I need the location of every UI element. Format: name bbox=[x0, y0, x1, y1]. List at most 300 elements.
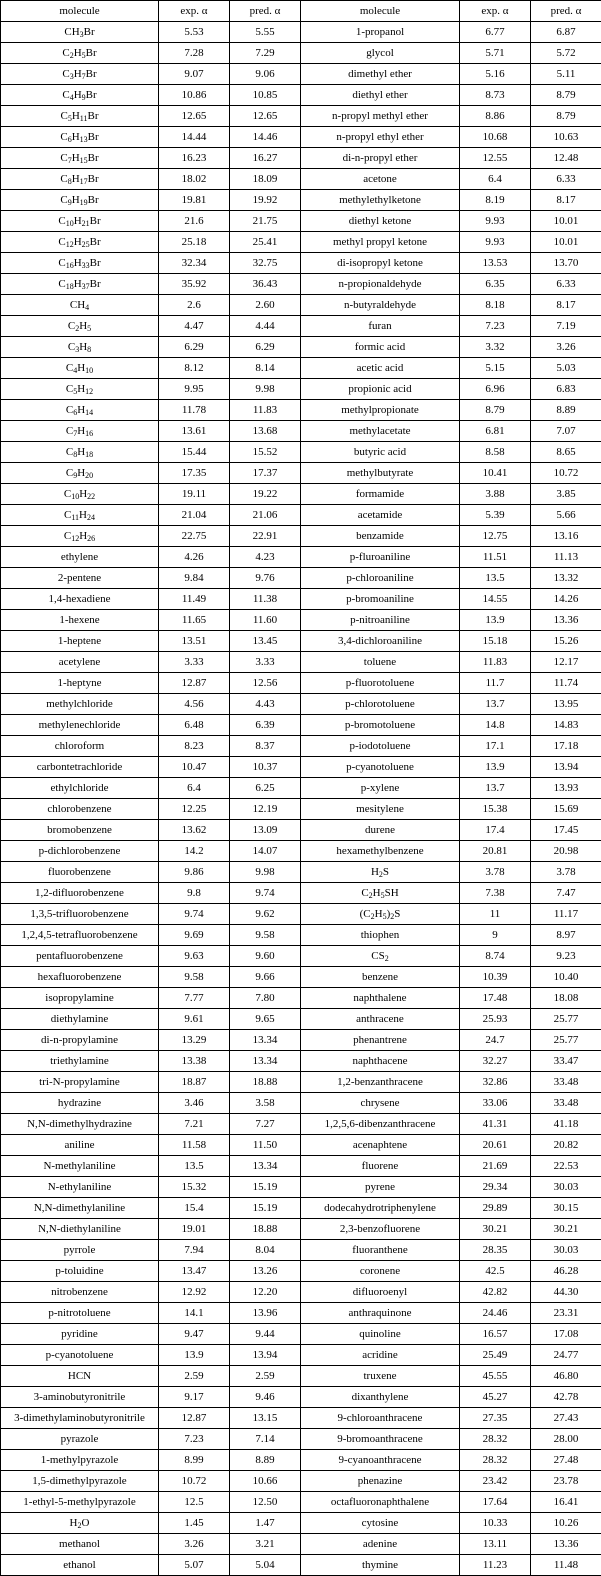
cell-pred-alpha-left: 4.23 bbox=[230, 547, 301, 568]
header-exp-left: exp. α bbox=[159, 1, 230, 22]
cell-exp-alpha-left: 11.78 bbox=[159, 400, 230, 421]
cell-pred-alpha-left: 6.25 bbox=[230, 778, 301, 799]
table-row bbox=[1, 379, 601, 400]
cell-molecule-left: pyridine bbox=[1, 1324, 159, 1345]
table-row bbox=[1, 274, 601, 295]
cell-pred-alpha-right: 5.66 bbox=[531, 505, 601, 526]
cell-exp-alpha-right: 10.39 bbox=[460, 967, 531, 988]
cell-pred-alpha-left: 17.37 bbox=[230, 463, 301, 484]
table-row bbox=[1, 778, 601, 799]
cell-molecule-right: n-propyl ethyl ether bbox=[301, 127, 460, 148]
cell-molecule-right: coronene bbox=[301, 1261, 460, 1282]
table-row bbox=[1, 1555, 601, 1576]
cell-molecule-left: $C_{12}H_{25}Br$ bbox=[1, 232, 159, 253]
cell-exp-alpha-left: 21.6 bbox=[159, 211, 230, 232]
cell-molecule-right: p-bromotoluene bbox=[301, 715, 460, 736]
cell-pred-alpha-right: 13.94 bbox=[531, 757, 601, 778]
cell-molecule-right: n-butyraldehyde bbox=[301, 295, 460, 316]
cell-molecule-right: dodecahydrotriphenylene bbox=[301, 1198, 460, 1219]
cell-molecule-right: naphthalene bbox=[301, 988, 460, 1009]
table-row bbox=[1, 127, 601, 148]
cell-pred-alpha-right: 24.77 bbox=[531, 1345, 601, 1366]
cell-molecule-left: $C_2H_5Br$ bbox=[1, 43, 159, 64]
table-row bbox=[1, 1114, 601, 1135]
cell-molecule-left: $C_2H_5$ bbox=[1, 316, 159, 337]
table-row bbox=[1, 1387, 601, 1408]
cell-pred-alpha-left: 25.41 bbox=[230, 232, 301, 253]
cell-molecule-left: pyrazole bbox=[1, 1429, 159, 1450]
cell-pred-alpha-right: 11.74 bbox=[531, 673, 601, 694]
cell-pred-alpha-right: 28.00 bbox=[531, 1429, 601, 1450]
cell-pred-alpha-right: 5.11 bbox=[531, 64, 601, 85]
cell-molecule-left: hexafluorobenzene bbox=[1, 967, 159, 988]
cell-exp-alpha-right: 17.64 bbox=[460, 1492, 531, 1513]
cell-pred-alpha-left: 3.58 bbox=[230, 1093, 301, 1114]
cell-exp-alpha-left: 11.65 bbox=[159, 610, 230, 631]
cell-molecule-right: octafluoronaphthalene bbox=[301, 1492, 460, 1513]
table-row bbox=[1, 1093, 601, 1114]
cell-molecule-left: $C_{16}H_{33}Br$ bbox=[1, 253, 159, 274]
cell-exp-alpha-right: 8.19 bbox=[460, 190, 531, 211]
cell-molecule-left: hydrazine bbox=[1, 1093, 159, 1114]
cell-exp-alpha-left: 4.26 bbox=[159, 547, 230, 568]
cell-exp-alpha-left: 3.33 bbox=[159, 652, 230, 673]
cell-molecule-left: $C_8H_{17}Br$ bbox=[1, 169, 159, 190]
cell-molecule-left: $C_5H_{11}Br$ bbox=[1, 106, 159, 127]
cell-molecule-left: 1-heptyne bbox=[1, 673, 159, 694]
cell-pred-alpha-right: 23.31 bbox=[531, 1303, 601, 1324]
cell-molecule-left: pyrrole bbox=[1, 1240, 159, 1261]
cell-pred-alpha-right: 11.17 bbox=[531, 904, 601, 925]
cell-molecule-right: truxene bbox=[301, 1366, 460, 1387]
cell-exp-alpha-right: 8.79 bbox=[460, 400, 531, 421]
cell-exp-alpha-right: 29.89 bbox=[460, 1198, 531, 1219]
cell-pred-alpha-left: 3.33 bbox=[230, 652, 301, 673]
cell-pred-alpha-left: 13.15 bbox=[230, 1408, 301, 1429]
cell-molecule-right: di-n-propyl ether bbox=[301, 148, 460, 169]
cell-pred-alpha-right: 17.18 bbox=[531, 736, 601, 757]
cell-pred-alpha-right: 13.95 bbox=[531, 694, 601, 715]
cell-molecule-right: quinoline bbox=[301, 1324, 460, 1345]
cell-molecule-right: propionic acid bbox=[301, 379, 460, 400]
cell-molecule-left: $C_4H_{10}$ bbox=[1, 358, 159, 379]
cell-pred-alpha-right: 12.17 bbox=[531, 652, 601, 673]
cell-exp-alpha-left: 12.87 bbox=[159, 1408, 230, 1429]
cell-pred-alpha-left: 4.43 bbox=[230, 694, 301, 715]
cell-pred-alpha-left: 36.43 bbox=[230, 274, 301, 295]
cell-pred-alpha-right: 10.72 bbox=[531, 463, 601, 484]
cell-exp-alpha-right: 13.53 bbox=[460, 253, 531, 274]
cell-molecule-left: ethanol bbox=[1, 1555, 159, 1576]
cell-molecule-right: furan bbox=[301, 316, 460, 337]
cell-molecule-right: formamide bbox=[301, 484, 460, 505]
table-row bbox=[1, 1534, 601, 1555]
cell-exp-alpha-right: 13.5 bbox=[460, 568, 531, 589]
cell-exp-alpha-right: 23.42 bbox=[460, 1471, 531, 1492]
cell-molecule-right: 2,3-benzofluorene bbox=[301, 1219, 460, 1240]
table-row bbox=[1, 43, 601, 64]
cell-pred-alpha-right: 7.19 bbox=[531, 316, 601, 337]
table-row bbox=[1, 883, 601, 904]
cell-molecule-right: p-nitroaniline bbox=[301, 610, 460, 631]
cell-pred-alpha-right: 17.45 bbox=[531, 820, 601, 841]
cell-pred-alpha-right: 20.82 bbox=[531, 1135, 601, 1156]
cell-exp-alpha-right: 13.9 bbox=[460, 757, 531, 778]
cell-exp-alpha-left: 13.51 bbox=[159, 631, 230, 652]
cell-molecule-right: thymine bbox=[301, 1555, 460, 1576]
cell-exp-alpha-left: 4.56 bbox=[159, 694, 230, 715]
cell-pred-alpha-right: 20.98 bbox=[531, 841, 601, 862]
cell-pred-alpha-right: 17.08 bbox=[531, 1324, 601, 1345]
cell-pred-alpha-right: 8.79 bbox=[531, 85, 601, 106]
cell-exp-alpha-left: 9.63 bbox=[159, 946, 230, 967]
cell-exp-alpha-right: 3.88 bbox=[460, 484, 531, 505]
cell-molecule-right: methylbutyrate bbox=[301, 463, 460, 484]
cell-exp-alpha-right: 12.75 bbox=[460, 526, 531, 547]
table-row bbox=[1, 106, 601, 127]
cell-exp-alpha-left: 9.74 bbox=[159, 904, 230, 925]
cell-exp-alpha-left: 19.81 bbox=[159, 190, 230, 211]
cell-molecule-right: $CS_2$ bbox=[301, 946, 460, 967]
cell-pred-alpha-left: 1.47 bbox=[230, 1513, 301, 1534]
table-row bbox=[1, 316, 601, 337]
cell-pred-alpha-right: 18.08 bbox=[531, 988, 601, 1009]
cell-pred-alpha-right: 10.01 bbox=[531, 211, 601, 232]
cell-molecule-left: $C_{10}H_{22}$ bbox=[1, 484, 159, 505]
cell-pred-alpha-left: 6.29 bbox=[230, 337, 301, 358]
cell-molecule-right: p-iodotoluene bbox=[301, 736, 460, 757]
cell-molecule-right: glycol bbox=[301, 43, 460, 64]
cell-molecule-left: 1-ethyl-5-methylpyrazole bbox=[1, 1492, 159, 1513]
cell-exp-alpha-left: 12.87 bbox=[159, 673, 230, 694]
cell-pred-alpha-right: 5.72 bbox=[531, 43, 601, 64]
cell-molecule-left: methanol bbox=[1, 1534, 159, 1555]
cell-molecule-right: anthracene bbox=[301, 1009, 460, 1030]
cell-pred-alpha-right: 8.79 bbox=[531, 106, 601, 127]
cell-pred-alpha-right: 15.69 bbox=[531, 799, 601, 820]
cell-exp-alpha-left: 19.11 bbox=[159, 484, 230, 505]
cell-molecule-left: N,N-dimethylhydrazine bbox=[1, 1114, 159, 1135]
cell-exp-alpha-right: 11.23 bbox=[460, 1555, 531, 1576]
cell-pred-alpha-right: 13.93 bbox=[531, 778, 601, 799]
table-row bbox=[1, 925, 601, 946]
cell-exp-alpha-left: 32.34 bbox=[159, 253, 230, 274]
cell-molecule-left: 1,2-difluorobenzene bbox=[1, 883, 159, 904]
cell-exp-alpha-left: 8.12 bbox=[159, 358, 230, 379]
cell-molecule-right: n-propyl methyl ether bbox=[301, 106, 460, 127]
cell-pred-alpha-right: 3.78 bbox=[531, 862, 601, 883]
cell-pred-alpha-left: 13.94 bbox=[230, 1345, 301, 1366]
cell-pred-alpha-left: 12.56 bbox=[230, 673, 301, 694]
cell-molecule-right: 3,4-dichloroaniline bbox=[301, 631, 460, 652]
cell-exp-alpha-right: 17.4 bbox=[460, 820, 531, 841]
cell-molecule-left: $C_7H_{15}Br$ bbox=[1, 148, 159, 169]
cell-pred-alpha-right: 27.48 bbox=[531, 1450, 601, 1471]
cell-exp-alpha-left: 8.23 bbox=[159, 736, 230, 757]
cell-molecule-right: dimethyl ether bbox=[301, 64, 460, 85]
table-row bbox=[1, 736, 601, 757]
cell-molecule-right: p-fluroaniline bbox=[301, 547, 460, 568]
cell-molecule-right: diethyl ether bbox=[301, 85, 460, 106]
cell-pred-alpha-left: 13.34 bbox=[230, 1030, 301, 1051]
cell-pred-alpha-right: 10.01 bbox=[531, 232, 601, 253]
cell-pred-alpha-left: 11.60 bbox=[230, 610, 301, 631]
cell-pred-alpha-right: 13.16 bbox=[531, 526, 601, 547]
table-row bbox=[1, 841, 601, 862]
cell-pred-alpha-left: 10.37 bbox=[230, 757, 301, 778]
cell-pred-alpha-right: 44.30 bbox=[531, 1282, 601, 1303]
cell-pred-alpha-left: 7.27 bbox=[230, 1114, 301, 1135]
cell-exp-alpha-right: 7.38 bbox=[460, 883, 531, 904]
cell-pred-alpha-right: 16.41 bbox=[531, 1492, 601, 1513]
cell-exp-alpha-left: 9.17 bbox=[159, 1387, 230, 1408]
header-exp-right: exp. α bbox=[460, 1, 531, 22]
table-row bbox=[1, 1282, 601, 1303]
table-row bbox=[1, 1429, 601, 1450]
cell-molecule-left: isopropylamine bbox=[1, 988, 159, 1009]
cell-exp-alpha-left: 12.5 bbox=[159, 1492, 230, 1513]
cell-exp-alpha-left: 4.47 bbox=[159, 316, 230, 337]
header-pred-left: pred. α bbox=[230, 1, 301, 22]
cell-pred-alpha-left: 5.55 bbox=[230, 22, 301, 43]
header-molecule-left: molecule bbox=[1, 1, 159, 22]
cell-pred-alpha-left: 14.07 bbox=[230, 841, 301, 862]
cell-exp-alpha-right: 17.48 bbox=[460, 988, 531, 1009]
cell-molecule-right: 1-propanol bbox=[301, 22, 460, 43]
cell-molecule-left: $CH_4$ bbox=[1, 295, 159, 316]
cell-exp-alpha-right: 5.39 bbox=[460, 505, 531, 526]
cell-exp-alpha-left: 10.86 bbox=[159, 85, 230, 106]
cell-molecule-right: methylethylketone bbox=[301, 190, 460, 211]
cell-pred-alpha-left: 4.44 bbox=[230, 316, 301, 337]
cell-pred-alpha-left: 16.27 bbox=[230, 148, 301, 169]
cell-pred-alpha-right: 30.15 bbox=[531, 1198, 601, 1219]
cell-pred-alpha-right: 14.26 bbox=[531, 589, 601, 610]
cell-exp-alpha-left: 14.1 bbox=[159, 1303, 230, 1324]
cell-pred-alpha-left: 5.04 bbox=[230, 1555, 301, 1576]
table-row bbox=[1, 169, 601, 190]
cell-molecule-left: $C_7H_{16}$ bbox=[1, 421, 159, 442]
cell-molecule-right: durene bbox=[301, 820, 460, 841]
cell-molecule-left: 1,3,5-trifluorobenzene bbox=[1, 904, 159, 925]
table-row bbox=[1, 22, 601, 43]
cell-exp-alpha-left: 9.8 bbox=[159, 883, 230, 904]
table-row bbox=[1, 190, 601, 211]
cell-molecule-right: 9-chloroanthracene bbox=[301, 1408, 460, 1429]
cell-exp-alpha-right: 25.49 bbox=[460, 1345, 531, 1366]
cell-pred-alpha-left: 22.91 bbox=[230, 526, 301, 547]
cell-pred-alpha-left: 15.19 bbox=[230, 1177, 301, 1198]
table-row bbox=[1, 988, 601, 1009]
table-row bbox=[1, 568, 601, 589]
cell-molecule-left: $C_{18}H_{37}Br$ bbox=[1, 274, 159, 295]
cell-exp-alpha-right: 11.51 bbox=[460, 547, 531, 568]
cell-exp-alpha-left: 9.07 bbox=[159, 64, 230, 85]
table-row bbox=[1, 1030, 601, 1051]
cell-molecule-left: 1,5-dimethylpyrazole bbox=[1, 1471, 159, 1492]
cell-exp-alpha-left: 7.23 bbox=[159, 1429, 230, 1450]
table-row bbox=[1, 1408, 601, 1429]
cell-exp-alpha-right: 9 bbox=[460, 925, 531, 946]
cell-pred-alpha-left: 13.34 bbox=[230, 1156, 301, 1177]
table-body bbox=[1, 1, 601, 1576]
cell-molecule-right: fluoranthene bbox=[301, 1240, 460, 1261]
cell-pred-alpha-right: 13.32 bbox=[531, 568, 601, 589]
cell-pred-alpha-left: 13.96 bbox=[230, 1303, 301, 1324]
cell-molecule-right: fluorene bbox=[301, 1156, 460, 1177]
cell-molecule-right: p-xylene bbox=[301, 778, 460, 799]
cell-exp-alpha-left: 17.35 bbox=[159, 463, 230, 484]
cell-pred-alpha-right: 6.83 bbox=[531, 379, 601, 400]
table-row bbox=[1, 148, 601, 169]
cell-exp-alpha-left: 13.9 bbox=[159, 1345, 230, 1366]
cell-pred-alpha-left: 11.83 bbox=[230, 400, 301, 421]
cell-molecule-right: $C_2H_5SH$ bbox=[301, 883, 460, 904]
cell-exp-alpha-right: 10.68 bbox=[460, 127, 531, 148]
table-row bbox=[1, 295, 601, 316]
cell-molecule-left: $C_{11}H_{24}$ bbox=[1, 505, 159, 526]
table-row bbox=[1, 1072, 601, 1093]
cell-molecule-right: difluoroenyl bbox=[301, 1282, 460, 1303]
cell-exp-alpha-right: 15.38 bbox=[460, 799, 531, 820]
cell-exp-alpha-right: 42.82 bbox=[460, 1282, 531, 1303]
cell-molecule-left: $C_8H_{18}$ bbox=[1, 442, 159, 463]
cell-pred-alpha-left: 7.29 bbox=[230, 43, 301, 64]
cell-pred-alpha-left: 9.98 bbox=[230, 862, 301, 883]
cell-pred-alpha-left: 21.06 bbox=[230, 505, 301, 526]
cell-exp-alpha-left: 13.62 bbox=[159, 820, 230, 841]
cell-pred-alpha-left: 7.14 bbox=[230, 1429, 301, 1450]
table-row bbox=[1, 547, 601, 568]
cell-exp-alpha-right: 24.7 bbox=[460, 1030, 531, 1051]
cell-molecule-left: $CH_3Br$ bbox=[1, 22, 159, 43]
table-row bbox=[1, 1156, 601, 1177]
table-row bbox=[1, 358, 601, 379]
cell-pred-alpha-right: 5.03 bbox=[531, 358, 601, 379]
cell-molecule-right: acetamide bbox=[301, 505, 460, 526]
table-row bbox=[1, 1345, 601, 1366]
cell-exp-alpha-left: 15.32 bbox=[159, 1177, 230, 1198]
cell-pred-alpha-right: 13.36 bbox=[531, 1534, 601, 1555]
table-row bbox=[1, 1492, 601, 1513]
cell-molecule-left: $C_6H_{14}$ bbox=[1, 400, 159, 421]
cell-exp-alpha-right: 12.55 bbox=[460, 148, 531, 169]
cell-exp-alpha-right: 33.06 bbox=[460, 1093, 531, 1114]
cell-exp-alpha-left: 15.44 bbox=[159, 442, 230, 463]
cell-molecule-left: 3-aminobutyronitrile bbox=[1, 1387, 159, 1408]
cell-pred-alpha-left: 9.46 bbox=[230, 1387, 301, 1408]
cell-pred-alpha-left: 14.46 bbox=[230, 127, 301, 148]
cell-molecule-right: toluene bbox=[301, 652, 460, 673]
cell-exp-alpha-right: 6.35 bbox=[460, 274, 531, 295]
cell-pred-alpha-left: 9.76 bbox=[230, 568, 301, 589]
cell-pred-alpha-right: 7.07 bbox=[531, 421, 601, 442]
cell-molecule-right: hexamethylbenzene bbox=[301, 841, 460, 862]
cell-pred-alpha-right: 23.78 bbox=[531, 1471, 601, 1492]
cell-pred-alpha-left: 19.92 bbox=[230, 190, 301, 211]
cell-molecule-left: methylenechloride bbox=[1, 715, 159, 736]
cell-pred-alpha-right: 8.65 bbox=[531, 442, 601, 463]
table-row bbox=[1, 64, 601, 85]
cell-exp-alpha-right: 15.18 bbox=[460, 631, 531, 652]
cell-molecule-left: $C_9H_{19}Br$ bbox=[1, 190, 159, 211]
table-row bbox=[1, 463, 601, 484]
cell-exp-alpha-left: 10.72 bbox=[159, 1471, 230, 1492]
cell-pred-alpha-left: 15.52 bbox=[230, 442, 301, 463]
cell-pred-alpha-left: 9.60 bbox=[230, 946, 301, 967]
cell-exp-alpha-left: 21.04 bbox=[159, 505, 230, 526]
cell-pred-alpha-right: 8.89 bbox=[531, 400, 601, 421]
cell-pred-alpha-left: 12.65 bbox=[230, 106, 301, 127]
cell-exp-alpha-right: 8.74 bbox=[460, 946, 531, 967]
table-row bbox=[1, 442, 601, 463]
cell-exp-alpha-right: 11 bbox=[460, 904, 531, 925]
cell-molecule-right: 1,2,5,6-dibenzanthracene bbox=[301, 1114, 460, 1135]
table-row bbox=[1, 946, 601, 967]
cell-pred-alpha-left: 13.34 bbox=[230, 1051, 301, 1072]
cell-exp-alpha-right: 11.7 bbox=[460, 673, 531, 694]
cell-molecule-right: p-bromoaniline bbox=[301, 589, 460, 610]
cell-exp-alpha-right: 25.93 bbox=[460, 1009, 531, 1030]
cell-pred-alpha-right: 10.63 bbox=[531, 127, 601, 148]
cell-molecule-left: N,N-dimethylaniline bbox=[1, 1198, 159, 1219]
cell-pred-alpha-left: 15.19 bbox=[230, 1198, 301, 1219]
cell-exp-alpha-right: 24.46 bbox=[460, 1303, 531, 1324]
cell-pred-alpha-right: 27.43 bbox=[531, 1408, 601, 1429]
cell-molecule-right: anthraquinone bbox=[301, 1303, 460, 1324]
cell-exp-alpha-right: 9.93 bbox=[460, 211, 531, 232]
cell-molecule-right: benzamide bbox=[301, 526, 460, 547]
cell-exp-alpha-left: 7.94 bbox=[159, 1240, 230, 1261]
cell-molecule-left: N-ethylaniline bbox=[1, 1177, 159, 1198]
cell-molecule-left: 1-heptene bbox=[1, 631, 159, 652]
cell-exp-alpha-left: 7.28 bbox=[159, 43, 230, 64]
table-row bbox=[1, 1450, 601, 1471]
cell-exp-alpha-left: 14.2 bbox=[159, 841, 230, 862]
cell-exp-alpha-right: 16.57 bbox=[460, 1324, 531, 1345]
cell-exp-alpha-right: 9.93 bbox=[460, 232, 531, 253]
cell-exp-alpha-right: 13.11 bbox=[460, 1534, 531, 1555]
cell-molecule-left: pentafluorobenzene bbox=[1, 946, 159, 967]
cell-pred-alpha-right: 25.77 bbox=[531, 1030, 601, 1051]
cell-pred-alpha-left: 13.68 bbox=[230, 421, 301, 442]
cell-molecule-right: di-isopropyl ketone bbox=[301, 253, 460, 274]
cell-exp-alpha-right: 13.7 bbox=[460, 778, 531, 799]
cell-exp-alpha-right: 5.71 bbox=[460, 43, 531, 64]
cell-pred-alpha-right: 3.85 bbox=[531, 484, 601, 505]
cell-molecule-left: di-n-propylamine bbox=[1, 1030, 159, 1051]
cell-pred-alpha-right: 13.36 bbox=[531, 610, 601, 631]
cell-pred-alpha-left: 13.45 bbox=[230, 631, 301, 652]
cell-exp-alpha-left: 2.59 bbox=[159, 1366, 230, 1387]
cell-pred-alpha-left: 8.04 bbox=[230, 1240, 301, 1261]
cell-exp-alpha-left: 13.38 bbox=[159, 1051, 230, 1072]
cell-pred-alpha-left: 10.66 bbox=[230, 1471, 301, 1492]
table-row bbox=[1, 526, 601, 547]
cell-pred-alpha-left: 21.75 bbox=[230, 211, 301, 232]
cell-exp-alpha-right: 13.9 bbox=[460, 610, 531, 631]
cell-exp-alpha-left: 7.21 bbox=[159, 1114, 230, 1135]
cell-pred-alpha-left: 8.89 bbox=[230, 1450, 301, 1471]
table-row bbox=[1, 694, 601, 715]
cell-pred-alpha-left: 9.65 bbox=[230, 1009, 301, 1030]
cell-exp-alpha-right: 10.33 bbox=[460, 1513, 531, 1534]
cell-pred-alpha-left: 18.88 bbox=[230, 1219, 301, 1240]
cell-exp-alpha-left: 14.44 bbox=[159, 127, 230, 148]
cell-molecule-right: chrysene bbox=[301, 1093, 460, 1114]
cell-pred-alpha-right: 3.26 bbox=[531, 337, 601, 358]
cell-exp-alpha-left: 12.25 bbox=[159, 799, 230, 820]
